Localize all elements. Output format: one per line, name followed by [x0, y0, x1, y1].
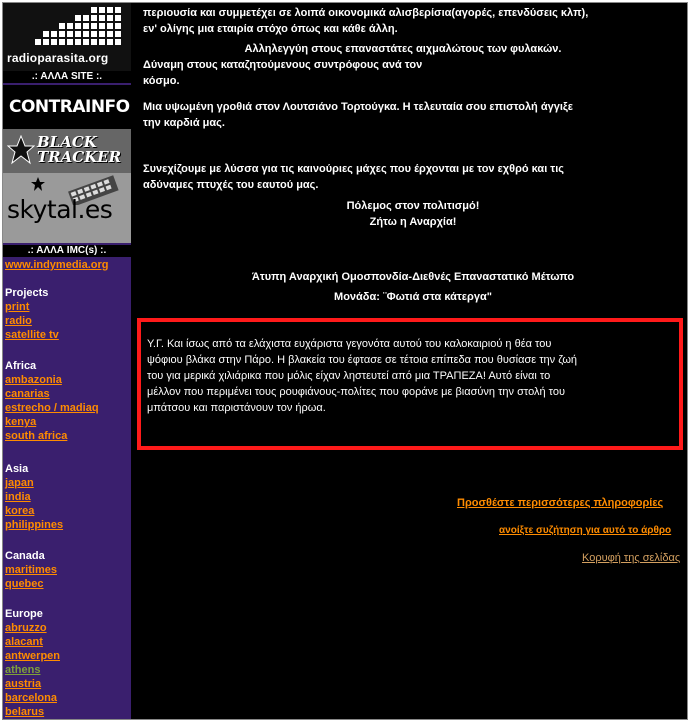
skytales-logo-text: skytal.es: [7, 195, 113, 224]
slogan-line: Ζήτω η Αναρχία!: [369, 216, 457, 228]
article-line: Συνεχίζουμε με λύσσα για τις καινούριες μάχες που έρχονται με τον εχθρό και τις: [143, 163, 564, 175]
sidebar-section-africa: [5, 360, 129, 443]
article-line: περιουσία και συμμετέχει σε λοιπά οικονομικά αλισβερίσια(αγορές, επενδύσεις κλπ),: [143, 7, 589, 19]
sidebar-link-print[interactable]: print: [5, 301, 30, 313]
sidebar-link-south-africa[interactable]: south africa: [5, 430, 68, 442]
sidebar-section-europe: [5, 608, 129, 719]
signature-line: Άτυπη Αναρχική Ομοσπονδία-Διεθνές Επαναστατικό Μέτωπο: [251, 271, 575, 283]
article-paragraph-1: [143, 5, 588, 37]
indymedia-link[interactable]: www.indymedia.org: [5, 259, 109, 271]
highlighted-postscript: [137, 318, 683, 450]
other-sites-heading: .: ΑΛΛΑ SITE :.: [3, 71, 131, 83]
sidebar-link-satellite-tv[interactable]: satellite tv: [5, 329, 59, 341]
sidebar-link-austria[interactable]: austria: [5, 678, 42, 690]
sidebar-section-projects: [5, 287, 129, 342]
other-imcs-heading: .: ΑΛΛΑ IMC(s) :.: [3, 245, 131, 257]
article-line: Μια υψωμένη γροθιά στον Λουτσιάνο Τορτούγκα. Η τελευταία σου επιστολή άγγιξε: [143, 101, 574, 113]
postscript-line: μπάτσου και παριστάνουν τον ήρωα.: [147, 402, 326, 414]
add-more-info-link[interactable]: Προσθέστε περισσότερες πληροφορίες: [457, 497, 664, 509]
article-paragraph-3: [143, 161, 564, 193]
sidebar-link-korea[interactable]: korea: [5, 505, 35, 517]
section-title: Europe: [5, 608, 43, 620]
sidebar-link-abruzzo[interactable]: abruzzo: [5, 622, 47, 634]
article-line: Δύναμη στους καταζητούμενους συντρόφους ανά τον: [143, 59, 423, 71]
article-line: την καρδιά μας.: [143, 117, 225, 129]
contrainfo-logo-text: CONTRAINFO: [9, 97, 130, 117]
radioparasita-logo-text: radioparasita.org: [7, 51, 109, 65]
sidebar-section-canada: [5, 550, 129, 591]
article-paragraph-2: [143, 99, 573, 131]
sidebar-link-antwerpen[interactable]: antwerpen: [5, 650, 61, 662]
article-line: κόσμο.: [143, 75, 180, 87]
sidebar-link-india[interactable]: india: [5, 491, 31, 503]
sidebar-link-belarus[interactable]: belarus: [5, 706, 45, 718]
sidebar-link-maritimes[interactable]: maritimes: [5, 564, 57, 576]
sidebar-link-quebec[interactable]: quebec: [5, 578, 44, 590]
section-title: Asia: [5, 463, 29, 475]
sidebar-link-athens[interactable]: athens: [5, 664, 41, 676]
skytales-logo[interactable]: [3, 173, 131, 243]
sidebar-link-japan[interactable]: japan: [5, 477, 34, 489]
signature: [143, 267, 683, 307]
small-star-icon: [31, 177, 45, 191]
slogans: [143, 198, 683, 230]
section-title: Projects: [5, 287, 49, 299]
open-discussion-link[interactable]: ανοίξτε συζήτηση για αυτό το άρθρο: [499, 525, 672, 536]
sidebar-link-alacant[interactable]: alacant: [5, 636, 43, 648]
signature-line: Μονάδα: ¨Φωτιά στα κάτεργα": [334, 291, 492, 303]
slogan-line: Πόλεμος στον πολιτισμό!: [346, 200, 480, 212]
solidarity-paragraph: [143, 41, 663, 89]
radio-grid-icon: [31, 5, 127, 51]
sidebar-section-asia: [5, 463, 129, 532]
blacktracker-line1: BLACK: [37, 133, 97, 151]
blacktracker-logo-text: [37, 135, 121, 165]
section-title: Africa: [5, 360, 37, 372]
sidebar: [3, 3, 131, 720]
postscript-line: ψόφιου βλάκα στην Πάρο. Η βλακεία του έφτασε σε τέτοια επίπεδα που θυσίασε την ζωή: [147, 354, 578, 366]
postscript-text: [147, 336, 675, 416]
sidebar-link-radio[interactable]: radio: [5, 315, 32, 327]
sidebar-link-estrecho[interactable]: estrecho / madiaq: [5, 402, 99, 414]
top-of-page-link[interactable]: Κορυφή της σελίδας: [582, 552, 681, 564]
postscript-line: μέλλον που περιμένει τους ρουφιάνους-πολίτες που φοράνε με βιασύνη την στολή του: [147, 386, 565, 398]
blacktracker-line2: TRACKER: [37, 148, 122, 166]
radioparasita-logo[interactable]: [3, 3, 131, 71]
contrainfo-logo[interactable]: [3, 85, 131, 129]
sidebar-link-ambazonia[interactable]: ambazonia: [5, 374, 62, 386]
article-main: [137, 3, 688, 720]
sidebar-link-barcelona[interactable]: barcelona: [5, 692, 57, 704]
article-line: εν' ολίγης μια εταιρία στόχο όπως και κάθε άλλη.: [143, 23, 398, 35]
star-icon: [7, 135, 35, 165]
sidebar-link-philippines[interactable]: philippines: [5, 519, 64, 531]
postscript-line: του για μερικά χιλιάρικα που μόλις είχαν ληστευτεί από μια ΤΡΑΠΕΖΑ! Αυτό είναι το: [147, 370, 551, 382]
blacktracker-logo[interactable]: [3, 129, 131, 173]
article-line: αδύναμες πτυχές του εαυτού μας.: [143, 179, 319, 191]
article-line: Αλληλεγγύη στους επαναστάτες αιχμαλώτους των φυλακών.: [244, 43, 562, 55]
sidebar-link-canarias[interactable]: canarias: [5, 388, 50, 400]
postscript-line: Υ.Γ. Και ίσως από τα ελάχιστα ευχάριστα γεγονότα αυτού του καλοκαιριού η θέα του: [147, 338, 552, 350]
sidebar-link-kenya[interactable]: kenya: [5, 416, 37, 428]
section-title: Canada: [5, 550, 45, 562]
browser-page: [2, 2, 688, 720]
